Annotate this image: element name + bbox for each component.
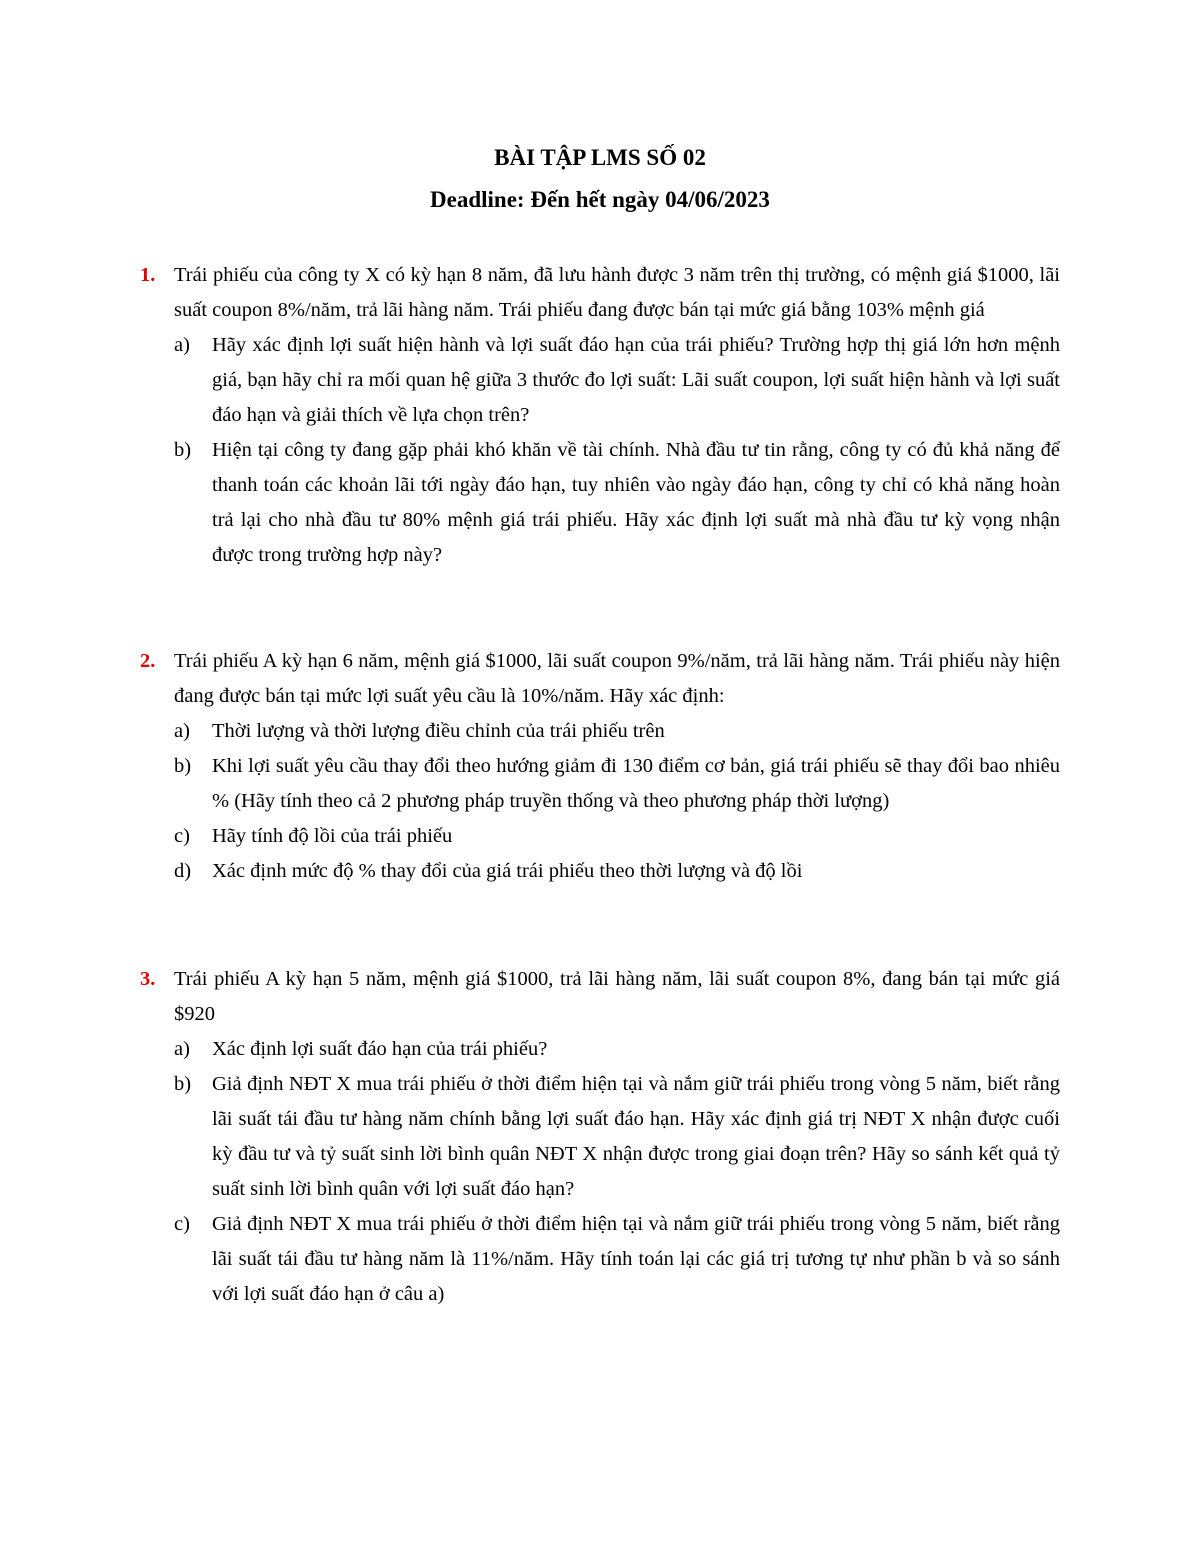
question-2 [140,644,1060,889]
document-title: BÀI TẬP LMS SỐ 02 [494,145,706,170]
part-letter: d) [174,860,192,882]
part-text: Xác định lợi suất đáo hạn của trái phiếu? [212,1038,548,1060]
question-3-part-c [140,1207,1060,1312]
deadline-line: Deadline: Đến hết ngày 04/06/2023 [430,187,770,212]
question-text: Trái phiếu của công ty X có kỳ hạn 8 năm, đã lưu hành được 3 năm trên thị trường, có mệnh giá $1000, lãi suất coupon 8%/năm, trả lãi hàng năm. Trái phiếu đang được bán tại mức giá bằng 103% mệnh giá [174,264,1060,321]
part-letter: c) [174,825,190,847]
question-2-part-a [140,714,1060,749]
part-text: Thời lượng và thời lượng điều chỉnh của trái phiếu trên [212,720,665,742]
question-number: 2. [140,650,156,672]
part-letter: a) [174,720,190,742]
part-letter: a) [174,334,190,356]
question-3-stem [140,962,1060,1032]
question-1-stem [140,258,1060,328]
part-text: Hiện tại công ty đang gặp phải khó khăn về tài chính. Nhà đầu tư tin rằng, công ty có đủ khả năng để thanh toán các khoản lãi tới ngày đáo hạn, tuy nhiên vào ngày đáo hạn, công ty chỉ có khả năng hoàn trả lại cho nhà đầu tư 80% mệnh giá trái phiếu. Hãy xác định lợi suất mà nhà đầu tư kỳ vọng nhận được trong trường hợp này? [212,439,1060,566]
part-letter: b) [174,755,192,777]
question-3 [140,962,1060,1312]
question-text: Trái phiếu A kỳ hạn 5 năm, mệnh giá $1000, trả lãi hàng năm, lãi suất coupon 8%, đang bán tại mức giá $920 [174,968,1060,1025]
part-letter: a) [174,1038,190,1060]
part-text: Xác định mức độ % thay đổi của giá trái phiếu theo thời lượng và độ lồi [212,860,803,882]
part-letter: c) [174,1213,190,1235]
part-letter: b) [174,439,192,461]
question-number: 3. [140,968,156,990]
question-3-part-a [140,1032,1060,1067]
part-text: Giả định NĐT X mua trái phiếu ở thời điểm hiện tại và nắm giữ trái phiếu trong vòng 5 năm, biết rằng lãi suất tái đầu tư hàng năm chính bằng lợi suất đáo hạn. Hãy xác định giá trị NĐT X nhận được cuối kỳ đầu tư và tỷ suất sinh lời bình quân NĐT X nhận được trong giai đoạn trên? Hãy so sánh kết quả tỷ suất sinh lời bình quân với lợi suất đáo hạn? [212,1073,1060,1200]
question-1 [140,258,1060,573]
question-2-part-d [140,854,1060,889]
question-text: Trái phiếu A kỳ hạn 6 năm, mệnh giá $1000, lãi suất coupon 9%/năm, trả lãi hàng năm. Trái phiếu này hiện đang được bán tại mức lợi suất yêu cầu là 10%/năm. Hãy xác định: [174,650,1060,707]
question-2-part-b [140,749,1060,819]
part-letter: b) [174,1073,192,1095]
part-text: Hãy tính độ lồi của trái phiếu [212,825,453,847]
part-text: Hãy xác định lợi suất hiện hành và lợi suất đáo hạn của trái phiếu? Trường hợp thị giá lớn hơn mệnh giá, bạn hãy chỉ ra mối quan hệ giữa 3 thước đo lợi suất: Lãi suất coupon, lợi suất hiện hành và lợi suất đáo hạn và giải thích về lựa chọn trên? [212,334,1060,426]
part-text: Giả định NĐT X mua trái phiếu ở thời điểm hiện tại và nắm giữ trái phiếu trong vòng 5 năm, biết rằng lãi suất tái đầu tư hàng năm là 11%/năm. Hãy tính toán lại các giá trị tương tự như phần b và so sánh với lợi suất đáo hạn ở câu a) [212,1213,1060,1305]
question-2-part-c [140,819,1060,854]
part-text: Khi lợi suất yêu cầu thay đổi theo hướng giảm đi 130 điểm cơ bản, giá trái phiếu sẽ thay đổi bao nhiêu % (Hãy tính theo cả 2 phương pháp truyền thống và theo phương pháp thời lượng) [212,755,1060,812]
question-3-part-b [140,1067,1060,1207]
question-1-part-a [140,328,1060,433]
question-number: 1. [140,264,156,286]
question-2-stem [140,644,1060,714]
question-1-part-b [140,433,1060,573]
